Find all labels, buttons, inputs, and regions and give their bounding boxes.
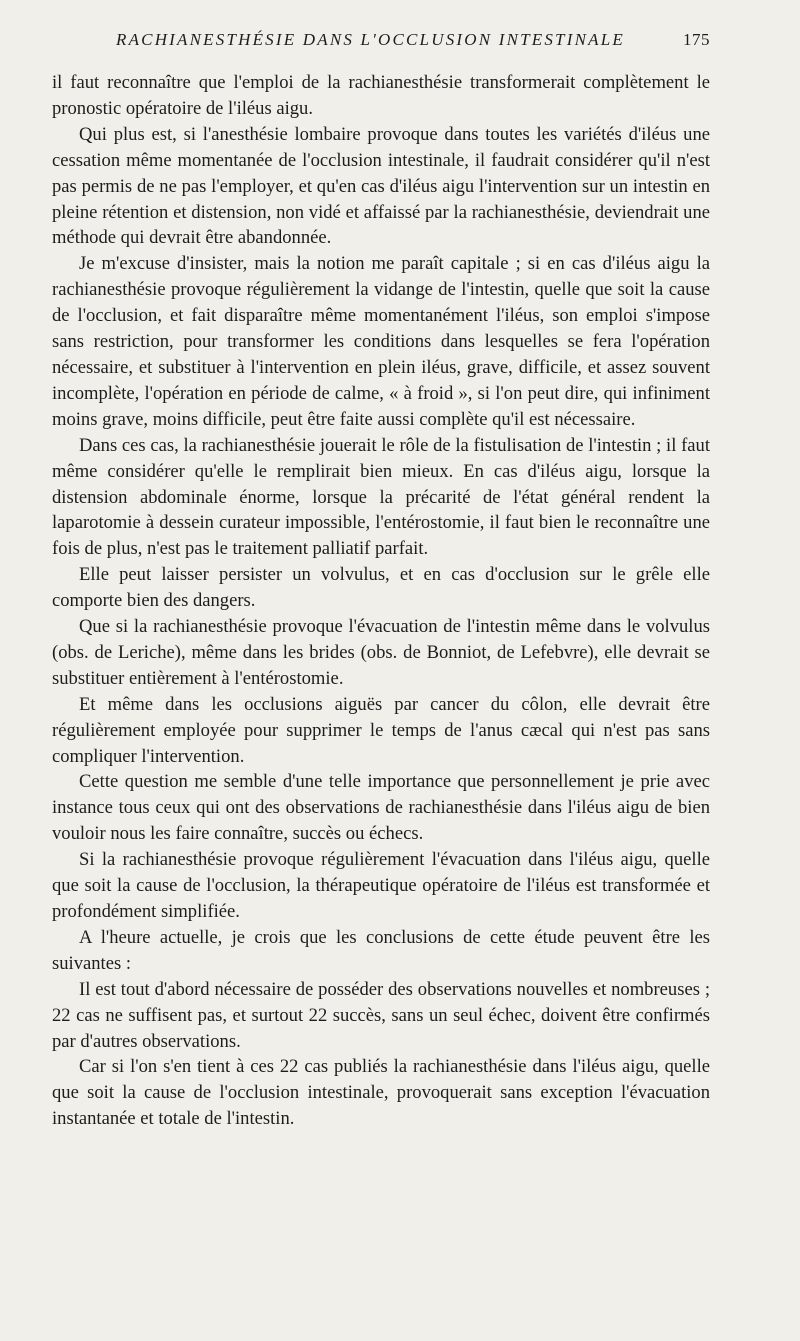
paragraph-1: il faut reconnaître que l'emploi de la rachianesthésie transformerait complètement le pronostic opératoire de l'iléus aigu. [52,72,710,119]
running-title: RACHIANESTHÉSIE DANS L'OCCLUSION INTESTINALE [116,30,625,49]
paragraph-8: Cette question me semble d'une telle importance que personnellement je prie avec instance tous ceux qui ont des observations de rachianesthésie dans l'iléus aigu de bien vouloir nous les faire connaître, succès ou échecs. [52,771,710,845]
paragraph-2: Qui plus est, si l'anesthésie lombaire provoque dans toutes les variétés d'iléus une cessation même momentanée de l'occlusion intestinale, il faudrait considérer qu'il n'est pas permis de ne pas l'employer, et qu'en cas d'iléus aigu l'intervention sur un intestin en pleine rétention et distension, non vidé et affaissé par la rachianesthésie, deviendrait une méthode qui devrait être abandonnée. [52,123,710,249]
page-header [52,30,710,54]
paragraph-10: A l'heure actuelle, je crois que les conclusions de cette étude peuvent être les suivantes : [52,926,710,974]
paragraph-3: Je m'excuse d'insister, mais la notion me paraît capitale ; si en cas d'iléus aigu la rachianesthésie provoque régulièrement la vidange de l'intestin, quelle que soit la cause de l'occlusion, et fait disparaître même momentanément l'iléus, son emploi s'impose sans restriction, pour transformer les conditions dans lesquelles se fera l'opération nécessaire, et substituer à l'intervention en plein iléus, grave, difficile, et assez souvent incomplète, l'opération en période de calme, « à froid », si l'on peut dire, qui infiniment moins grave, moins difficile, peut être faite aussi complète qu'il est nécessaire. [52,253,710,430]
paragraph-7: Et même dans les occlusions aiguës par cancer du côlon, elle devrait être régulièrement employée pour supprimer le temps de l'anus cæcal qui n'est pas sans compliquer l'intervention. [52,693,710,767]
paragraph-5: Elle peut laisser persister un volvulus, et en cas d'occlusion sur le grêle elle comporte bien des dangers. [52,564,710,612]
paragraph-11: Il est tout d'abord nécessaire de posséder des observations nouvelles et nombreuses ; 22 cas ne suffisent pas, et surtout 22 succès, sans un seul échec, doivent être confirmés par d'autres observations. [52,978,710,1052]
paragraph-9: Si la rachianesthésie provoque régulièrement l'évacuation dans l'iléus aigu, quelle que soit la cause de l'occlusion, la thérapeutique opératoire de l'iléus est transformée et profondément simplifiée. [52,849,710,922]
paragraph-12: Car si l'on s'en tient à ces 22 cas publiés la rachianesthésie dans l'iléus aigu, quelle que soit la cause de l'occlusion intestinale, provoquerait sans exception l'évacuation instantanée et totale de l'intestin. [52,1056,710,1130]
body-text [52,70,710,1132]
page-number: 175 [683,30,710,49]
paragraph-4: Dans ces cas, la rachianesthésie jouerait le rôle de la fistulisation de l'intestin ; il faut même considérer qu'elle le remplirait bien mieux. En cas d'iléus aigu, lorsque la distension abdominale énorme, lorsque la précarité de l'état général rendent la laparotomie à dessein curateur impossible, l'entérostomie, il faut bien le reconnaître une fois de plus, n'est pas le traitement palliatif parfait. [52,434,710,560]
paragraph-6: Que si la rachianesthésie provoque l'évacuation de l'intestin même dans le volvulus (obs. de Leriche), même dans les brides (obs. de Bonniot, de Lefebvre), elle devrait se substituer entièrement à l'entérostomie. [52,616,710,689]
